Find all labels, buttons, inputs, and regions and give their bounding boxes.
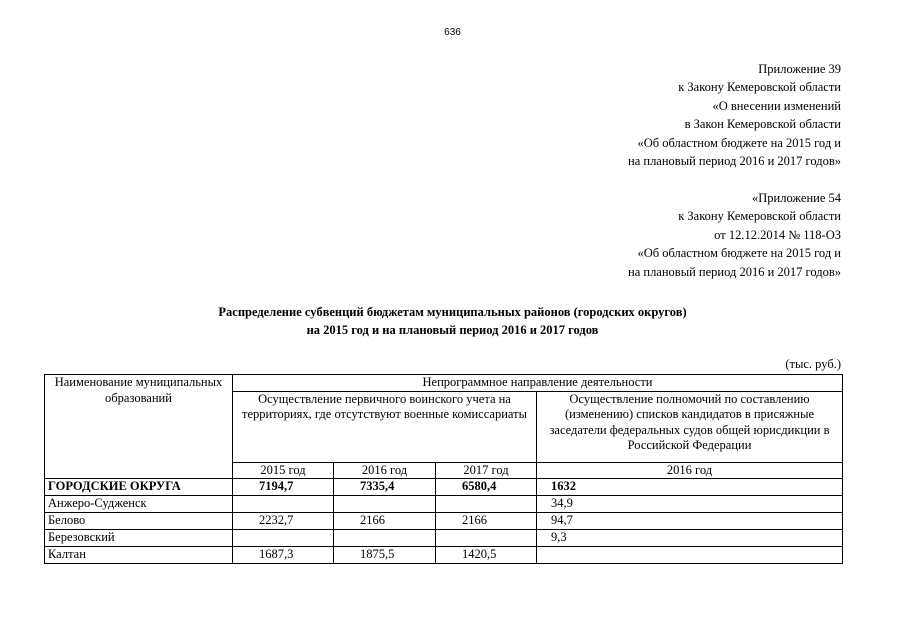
row-jury-2016 bbox=[537, 547, 843, 564]
row-value-2016: 7335,4 bbox=[334, 479, 436, 496]
appendix-39-block bbox=[628, 60, 841, 170]
row-value-2015: 2232,7 bbox=[233, 513, 334, 530]
appendix-line: «Об областном бюджете на 2015 год и bbox=[637, 135, 841, 150]
appendix-line: к Закону Кемеровской области bbox=[678, 209, 841, 224]
units-label: (тыс. руб.) bbox=[785, 357, 841, 371]
appendix-line: на плановый период 2016 и 2017 годов» bbox=[628, 154, 841, 169]
document-title bbox=[0, 303, 905, 339]
row-value-2015: 7194,7 bbox=[233, 479, 334, 496]
page-number: 636 bbox=[444, 27, 461, 38]
row-name: Анжеро-Судженск bbox=[45, 496, 233, 513]
appendix-54-block bbox=[628, 189, 841, 281]
table-row bbox=[45, 496, 843, 513]
table-row bbox=[45, 530, 843, 547]
appendix-line: к Закону Кемеровской области bbox=[678, 80, 841, 95]
appendix-line: Приложение 39 bbox=[758, 62, 841, 76]
document-title-line: на 2015 год и на плановый период 2016 и 2017 годов bbox=[306, 323, 599, 337]
header-year-2015: 2015 год bbox=[233, 462, 334, 479]
row-jury-2016: 94,7 bbox=[537, 513, 843, 530]
row-value-2017 bbox=[436, 530, 537, 547]
row-jury-2016: 9,3 bbox=[537, 530, 843, 547]
row-value-2017 bbox=[436, 496, 537, 513]
appendix-line: на плановый период 2016 и 2017 годов» bbox=[628, 264, 841, 279]
appendix-line: в Закон Кемеровской области bbox=[684, 117, 841, 132]
row-value-2016 bbox=[334, 496, 436, 513]
row-name: ГОРОДСКИЕ ОКРУГА bbox=[45, 479, 233, 496]
table-row bbox=[45, 479, 843, 496]
header-military-registration: Осуществление первичного воинского учета на территориях, где отсутствуют военные комиссариаты bbox=[233, 391, 537, 462]
row-jury-2016: 34,9 bbox=[537, 496, 843, 513]
appendix-line: «О внесении изменений bbox=[712, 98, 841, 113]
row-value-2017: 2166 bbox=[436, 513, 537, 530]
header-jury-year-2016: 2016 год bbox=[537, 462, 843, 479]
appendix-line: от 12.12.2014 № 118-ОЗ bbox=[714, 227, 841, 242]
row-value-2016: 1875,5 bbox=[334, 547, 436, 564]
subvention-table bbox=[44, 374, 843, 564]
row-value-2016 bbox=[334, 530, 436, 547]
row-value-2017: 1420,5 bbox=[436, 547, 537, 564]
header-year-2016: 2016 год bbox=[334, 462, 436, 479]
row-value-2015 bbox=[233, 496, 334, 513]
row-value-2016: 2166 bbox=[334, 513, 436, 530]
row-jury-2016: 1632 bbox=[537, 479, 843, 496]
row-name: Калтан bbox=[45, 547, 233, 564]
row-name: Белово bbox=[45, 513, 233, 530]
appendix-line: «Об областном бюджете на 2015 год и bbox=[637, 246, 841, 261]
row-value-2015 bbox=[233, 530, 334, 547]
header-year-2017: 2017 год bbox=[436, 462, 537, 479]
header-jury-lists: Осуществление полномочий по составлению (изменению) списков кандидатов в присяжные заседатели федеральных судов общей юрисдикции в Российской Федерации bbox=[537, 391, 843, 462]
table-row bbox=[45, 547, 843, 564]
document-title-line: Распределение субвенций бюджетам муниципальных районов (городских округов) bbox=[218, 305, 687, 319]
header-group: Непрограммное направление деятельности bbox=[233, 375, 843, 392]
header-name: Наименование муниципальных образований bbox=[45, 375, 233, 479]
row-value-2017: 6580,4 bbox=[436, 479, 537, 496]
row-value-2015: 1687,3 bbox=[233, 547, 334, 564]
appendix-line: «Приложение 54 bbox=[752, 191, 841, 205]
table-row bbox=[45, 513, 843, 530]
row-name: Березовский bbox=[45, 530, 233, 547]
